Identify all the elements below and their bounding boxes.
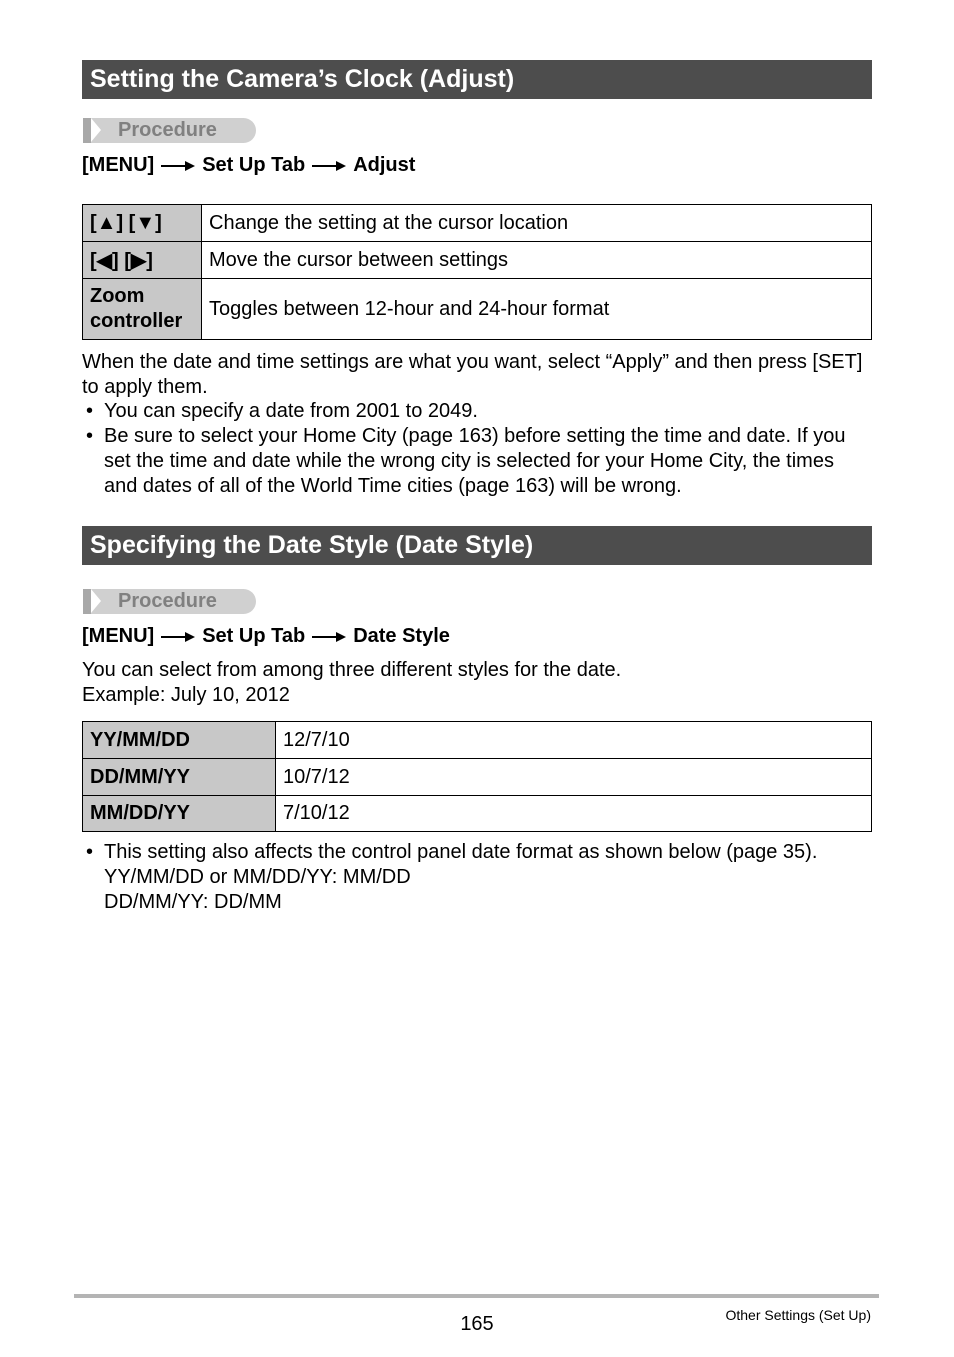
procedure-badge-marker <box>83 589 91 614</box>
procedure-badge <box>83 589 256 614</box>
arrow-right-icon <box>312 631 346 643</box>
procedure-badge <box>83 118 256 143</box>
table-row <box>83 759 872 796</box>
section-title-date-style: Specifying the Date Style (Date Style) <box>82 526 872 565</box>
control-description: Toggles between 12-hour and 24-hour format <box>202 279 872 340</box>
control-key: [◀] [▶] <box>83 242 202 279</box>
menu-path-step: [MENU] <box>82 625 155 647</box>
control-description: Change the setting at the cursor location <box>202 205 872 242</box>
bullet-subline: DD/MM/YY: DD/MM <box>104 891 282 913</box>
date-style-example: 12/7/10 <box>276 722 872 759</box>
footer-divider <box>74 1294 879 1298</box>
procedure-label: Procedure <box>118 590 217 612</box>
menu-path-step: Set Up Tab <box>202 625 306 647</box>
section-title-adjust: Setting the Camera’s Clock (Adjust) <box>82 60 872 99</box>
bullet-dot: • <box>86 841 94 863</box>
menu-path-step: [MENU] <box>82 154 155 176</box>
date-style-table <box>82 721 872 832</box>
procedure-chevron-icon <box>91 589 101 613</box>
intro-text: You can select from among three different styles for the date. <box>82 659 622 681</box>
menu-path-step: Adjust <box>353 154 416 176</box>
date-style-key: MM/DD/YY <box>83 796 276 832</box>
bullet-item <box>82 424 872 499</box>
control-key: Zoom controller <box>83 279 202 340</box>
body-paragraph: When the date and time settings are what you want, select “Apply” and then press [SET] to apply them. <box>82 351 863 398</box>
arrow-right-icon <box>161 631 195 643</box>
bullet-dot: • <box>86 425 94 447</box>
table-row <box>83 722 872 759</box>
procedure-badge-marker <box>83 118 91 143</box>
table-row <box>83 205 872 242</box>
adjust-controls-table <box>82 204 872 340</box>
bullet-text: Be sure to select your Home City (page 163) before setting the time and date. If you set the time and date while the wrong city is selected for your Home City, the times and dates of all of the World Time cities (page 163) will be wrong. <box>104 425 846 497</box>
date-style-example: 10/7/12 <box>276 759 872 796</box>
procedure-label: Procedure <box>118 119 217 141</box>
arrow-right-icon <box>312 160 346 172</box>
table-row <box>83 279 872 340</box>
menu-path-date-style <box>82 625 450 648</box>
table-row <box>83 242 872 279</box>
bullet-text: You can specify a date from 2001 to 2049. <box>104 400 478 422</box>
bullet-text: This setting also affects the control panel date format as shown below (page 35). <box>104 841 818 863</box>
example-text: Example: July 10, 2012 <box>82 684 290 706</box>
bullet-item <box>82 840 872 915</box>
control-description: Move the cursor between settings <box>202 242 872 279</box>
control-key: [▲] [▼] <box>83 205 202 242</box>
bullet-dot: • <box>86 400 94 422</box>
date-style-key: YY/MM/DD <box>83 722 276 759</box>
menu-path-step: Date Style <box>353 625 450 647</box>
procedure-chevron-icon <box>91 118 101 142</box>
bullet-item <box>82 399 872 424</box>
table-row <box>83 796 872 832</box>
page-number: 165 <box>460 1313 494 1335</box>
date-style-example: 7/10/12 <box>276 796 872 832</box>
footer-section-name: Other Settings (Set Up) <box>725 1307 871 1323</box>
menu-path-adjust <box>82 154 415 177</box>
menu-path-step: Set Up Tab <box>202 154 306 176</box>
date-style-key: DD/MM/YY <box>83 759 276 796</box>
arrow-right-icon <box>161 160 195 172</box>
bullet-subline: YY/MM/DD or MM/DD/YY: MM/DD <box>104 866 411 888</box>
